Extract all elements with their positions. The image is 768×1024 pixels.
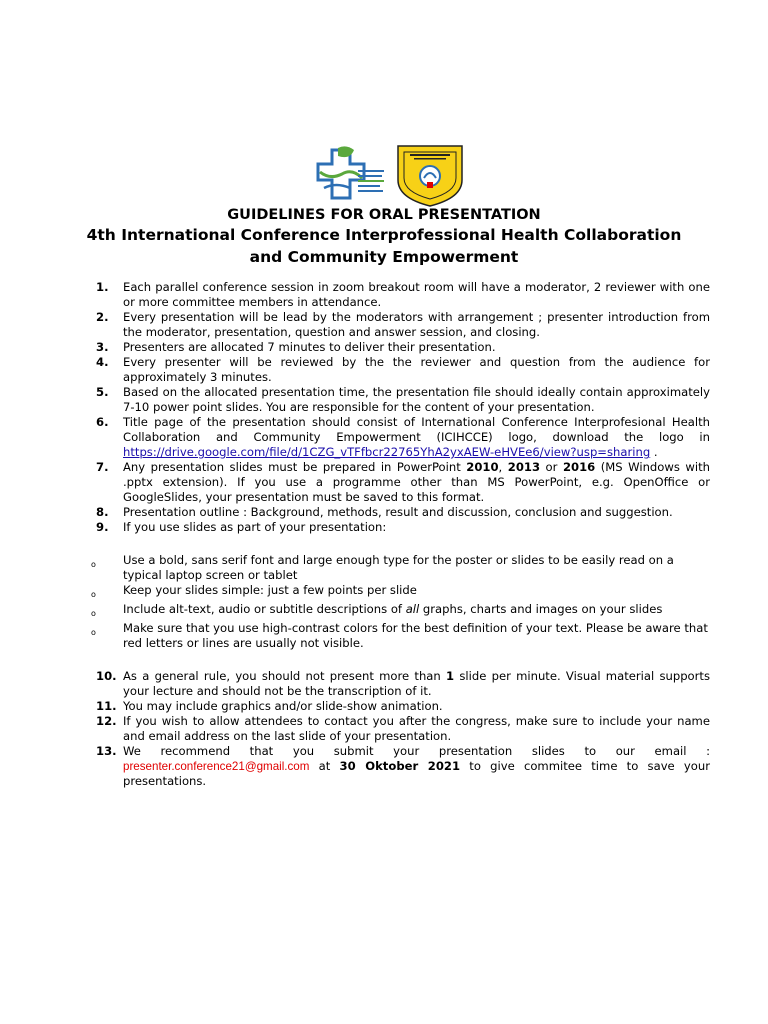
version-2013: 2013 [507,460,541,474]
document-title: GUIDELINES FOR ORAL PRESENTATION [227,207,541,223]
item-number: 7. [96,460,109,474]
bullet-3-pre: Include alt-text, audio or subtitle descriptions of [123,602,406,616]
conference-name-line2: and Community Empowerment [249,248,519,266]
list-item [96,310,710,340]
item-text: Presenters are allocated 7 minutes to deliver their presentation. [123,340,496,354]
item-number: 4. [96,355,109,369]
list-item [96,280,710,310]
bullet-3-emphasis: all [405,602,420,616]
item-number: 10. [96,669,117,683]
item-7-post: (MS Windows with .pptx extension). If you use a programme other than MS PowerPoint, e.g. OpenOffice or GoogleSlides, your presentation must be saved to this format. [123,460,711,504]
university-shield-logo [398,146,462,206]
item-10-pre: As a general rule, you should not present more than [123,669,447,683]
item-number: 5. [96,385,109,399]
bullet-item [89,621,710,651]
item-text: Every presentation will be lead by the moderators with arrangement ; presenter introduction from the moderator, presentation, question and answer session, and closing. [123,310,710,339]
item-number: 12. [96,714,117,728]
guidelines-list [91,280,711,789]
submission-deadline: 30 Oktober 2021 [339,759,461,773]
bullet-item [89,602,710,621]
item-number: 6. [96,415,109,429]
conference-cross-logo [314,142,474,208]
bullet-circle-icon: o [91,560,96,569]
list-item [96,460,710,505]
list-item [96,744,710,789]
list-item [96,505,710,520]
list-item [96,340,710,355]
bullet-item [89,583,710,602]
item-text: If you use slides as part of your presentation: [123,520,387,534]
item-6-after: . [650,445,658,459]
separator: , [498,460,508,474]
bullet-circle-icon: o [91,628,96,637]
item-10-bold: 1 [446,669,455,683]
item-text [123,744,710,789]
bullet-item [89,553,710,583]
item-number: 3. [96,340,109,354]
bullet-text: Use a bold, sans serif font and large enough type for the poster or slides to be easily read on a typical laptop screen or tablet [123,553,674,582]
item-13-mid: at [309,759,340,773]
title-block [60,206,708,268]
item-number: 11. [96,699,117,713]
bullet-text: Keep your slides simple: just a few points per slide [123,583,417,597]
item-number: 13. [96,744,117,758]
separator: or [540,460,563,474]
item-text: If you wish to allow attendees to contact you after the congress, make sure to include your name and email address on the last slide of your presentation. [123,714,710,743]
item-6-text: Title page of the presentation should consist of International Conference Interprofesional Health Collaboration and Community Empowerment (ICIHCCE) logo, download the logo in [123,415,710,444]
item-text: Based on the allocated presentation time, the presentation file should ideally contain approximately 7-10 power point slides. You are responsible for the content of your presentation. [123,385,710,414]
item-number: 2. [96,310,109,324]
list-item [96,415,710,460]
bullet-circle-icon: o [91,609,96,618]
list-item [96,355,710,385]
bullet-3-post: graphs, charts and images on your slides [419,602,663,616]
list-item [96,520,710,535]
item-13-pre: We recommend that you submit your presentation slides to our email : [123,744,710,758]
bullet-text: Make sure that you use high-contrast colors for the best definition of your text. Please be aware that red letters or lines are usually not visible. [123,621,708,650]
list-item [96,385,710,415]
logo-download-link[interactable]: https://drive.google.com/file/d/1CZG_vTFfbcr22765YhA2yxAEW-eHVEe6/view?usp=sharing [123,445,651,459]
item-13-post: to give commitee time to save your presentations. [123,759,710,788]
item-text [123,460,710,505]
item-number: 1. [96,280,109,294]
item-text: Presentation outline : Background, methods, result and discussion, conclusion and suggestion. [123,505,673,519]
item-text [123,415,710,460]
submission-email-link[interactable]: presenter.conference21@gmail.com [123,760,310,773]
bullet-text [123,602,710,617]
item-text: You may include graphics and/or slide-show animation. [123,699,443,713]
list-item [96,699,710,714]
version-2010: 2010 [466,460,499,474]
item-text: Every presenter will be reviewed by the the reviewer and question from the audience for approximately 3 minutes. [123,355,710,384]
item-text [123,669,710,699]
item-text: Each parallel conference session in zoom breakout room will have a moderator, 2 reviewer with one or more committee members in attendance. [123,280,710,309]
slide-tips-list [91,553,710,651]
version-2016: 2016 [562,460,596,474]
item-7-pre: Any presentation slides must be prepared in PowerPoint [123,460,467,474]
item-10-post: slide per minute. Visual material supports your lecture and should not be the transcription of it. [123,669,710,698]
list-item [96,714,710,744]
list-item [96,669,710,699]
bullet-circle-icon: o [91,590,96,599]
header-logos [314,142,474,208]
conference-name-line1: 4th International Conference Interprofessional Health Collaboration [86,226,682,244]
item-number: 8. [96,505,109,519]
item-number: 9. [96,520,109,534]
